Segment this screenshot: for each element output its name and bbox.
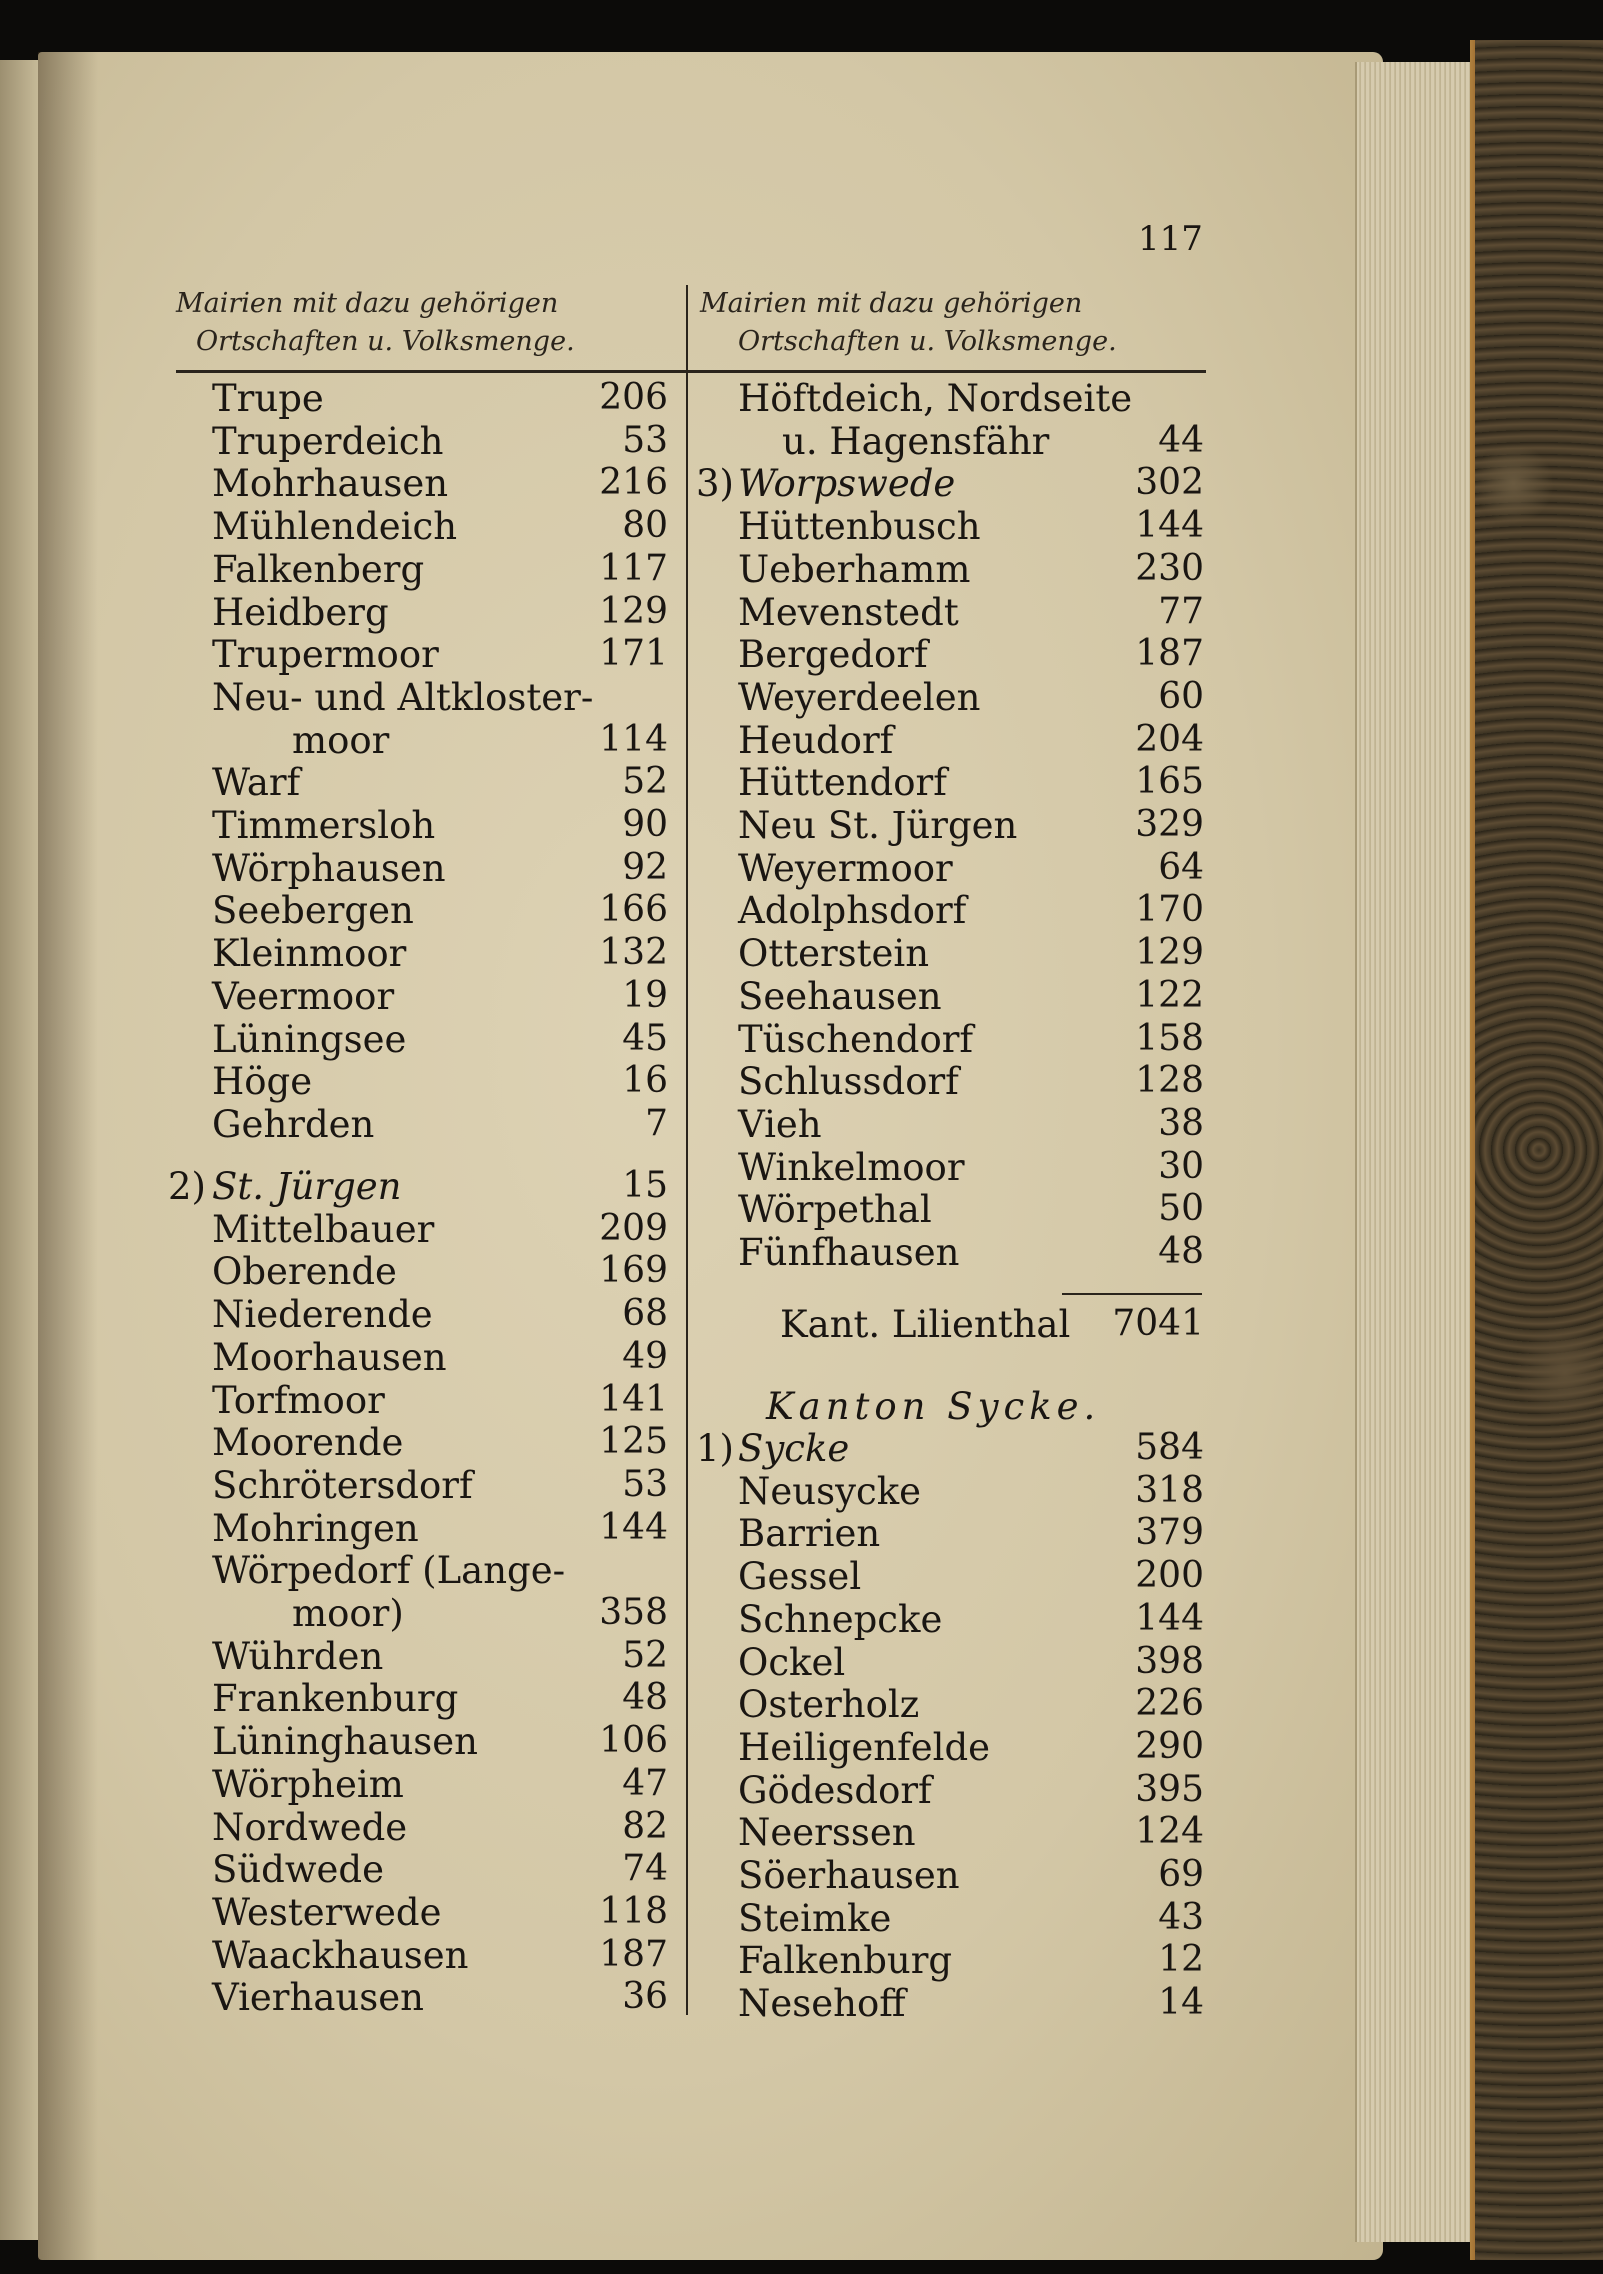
entry-value: 125 [599, 1421, 668, 1463]
entry-value: 117 [599, 547, 668, 589]
entry-value: 166 [599, 889, 668, 931]
entry-name: St. Jürgen [212, 1165, 402, 1208]
entry-name: u. Hagensfähr [782, 419, 1050, 463]
entry-name: Wührden [212, 1634, 384, 1678]
entry-value: 82 [622, 1805, 668, 1847]
entry-name: Neusycke [738, 1469, 922, 1513]
entry-value: 358 [599, 1592, 668, 1633]
entry-name: Seebergen [212, 889, 414, 933]
entry-value: 200 [1135, 1555, 1204, 1597]
entry-value: 16 [622, 1060, 668, 1102]
entry-value: 230 [1135, 547, 1204, 589]
entry-number: 2) [168, 1165, 206, 1208]
entry-name: Trupe [212, 377, 324, 420]
entry-value: 141 [599, 1378, 668, 1420]
left-header-line2: Ortschaften u. Volksmenge. [196, 326, 575, 357]
entry-value: 169 [599, 1250, 668, 1292]
header-rule [176, 370, 1206, 373]
entry-value: 329 [1135, 804, 1204, 845]
entry-name: Veermoor [212, 974, 395, 1018]
entry-name: Kleinmoor [212, 932, 407, 976]
entry-name: Adolphsdorf [738, 889, 967, 933]
entry-value: 118 [599, 1890, 668, 1932]
entry-name: Wörpethal [738, 1188, 932, 1232]
entry-value: 52 [622, 761, 668, 803]
entry-value: 7041 [1112, 1303, 1204, 1344]
left-header-line1: Mairien mit dazu gehörigen [176, 288, 559, 319]
entry-name: Hüttenbusch [738, 505, 981, 549]
entry-value: 45 [622, 1017, 668, 1059]
entry-name: Heudorf [738, 718, 894, 762]
page-gutter-shadow [38, 52, 98, 2260]
entry-name: Waackhausen [212, 1933, 469, 1977]
entry-name: Nordwede [212, 1805, 408, 1849]
column-divider [686, 285, 688, 2015]
entry-value: 171 [599, 633, 668, 675]
entry-name: Söerhausen [738, 1854, 960, 1897]
entry-name: Südwede [212, 1848, 385, 1892]
entry-name: Neu St. Jürgen [738, 804, 1018, 847]
entry-value: 48 [622, 1677, 668, 1719]
entry-name: Mohringen [212, 1506, 419, 1550]
entry-value: 14 [1158, 1982, 1204, 2024]
entry-name: Westerwede [212, 1890, 442, 1934]
entry-number: 3) [696, 462, 734, 506]
entry-name: Nesehoff [738, 1982, 906, 2026]
entry-name: Höftdeich, Nordseite [738, 377, 1133, 420]
entry-name: Torfmoor [212, 1378, 385, 1422]
entry-name: Kanton Sycke. [766, 1385, 1101, 1428]
entry-name: Frankenburg [212, 1677, 459, 1721]
entry-name: Weyermoor [738, 846, 953, 890]
entry-value: 49 [622, 1335, 668, 1377]
entry-value: 48 [1158, 1231, 1204, 1272]
entry-name: Seehausen [738, 974, 942, 1018]
entry-name: Schnepcke [738, 1597, 943, 1641]
entry-value: 50 [1158, 1188, 1204, 1230]
entry-name: Wörpedorf (Lange- [212, 1549, 566, 1593]
entry-value: 52 [622, 1634, 668, 1676]
entry-name: Warf [212, 761, 301, 805]
entry-name: Oberende [212, 1250, 397, 1294]
entry-value: 69 [1158, 1854, 1204, 1895]
entry-value: 90 [622, 804, 668, 845]
entry-value: 318 [1135, 1469, 1204, 1511]
entry-name: Schlussdorf [738, 1060, 959, 1104]
entry-value: 80 [622, 505, 668, 547]
entry-name: Winkelmoor [738, 1145, 965, 1189]
entry-value: 158 [1135, 1017, 1204, 1059]
entry-value: 12 [1158, 1939, 1204, 1981]
facing-page-edge [0, 60, 40, 2240]
entry-value: 77 [1158, 590, 1204, 632]
right-header-line2: Ortschaften u. Volksmenge. [738, 326, 1117, 357]
entry-value: 92 [622, 846, 668, 888]
entry-value: 226 [1135, 1683, 1204, 1725]
entry-value: 53 [622, 1463, 668, 1505]
entry-value: 53 [622, 419, 668, 461]
marbled-cover [1475, 40, 1603, 2260]
entry-name: Ueberhamm [738, 547, 971, 591]
entry-name: Lüningsee [212, 1017, 407, 1061]
entry-value: 60 [1158, 675, 1204, 717]
entry-name: Gödesdorf [738, 1768, 932, 1812]
entry-name: Mühlendeich [212, 505, 458, 549]
entry-name: Heidberg [212, 590, 389, 634]
entry-name: Worpswede [738, 462, 956, 506]
entry-value: 132 [599, 932, 668, 974]
entry-value: 43 [1158, 1896, 1204, 1938]
entry-value: 124 [1135, 1811, 1204, 1853]
entry-name: Neerssen [738, 1811, 916, 1855]
entry-value: 129 [599, 590, 668, 632]
entry-value: 106 [599, 1720, 668, 1762]
page-number: 117 [1138, 219, 1203, 259]
entry-value: 379 [1135, 1512, 1204, 1554]
entry-value: 290 [1135, 1725, 1204, 1767]
entry-name: Otterstein [738, 932, 930, 976]
entry-value: 19 [622, 974, 668, 1016]
entry-value: 128 [1135, 1060, 1204, 1102]
entry-value: 398 [1135, 1640, 1204, 1682]
entry-name: Barrien [738, 1512, 881, 1556]
entry-name: Moorhausen [212, 1335, 447, 1379]
entry-value: 7 [645, 1102, 668, 1144]
entry-name: Vieh [738, 1102, 822, 1146]
entry-value: 187 [1135, 633, 1204, 675]
entry-name: Gessel [738, 1555, 862, 1599]
entry-name: Niederende [212, 1293, 433, 1337]
entry-name: Truperdeich [212, 419, 444, 463]
entry-number: 1) [696, 1427, 734, 1470]
entry-name: Fünfhausen [738, 1231, 960, 1274]
entry-value: 15 [622, 1165, 668, 1206]
page-stack-edges [1355, 62, 1477, 2242]
entry-value: 129 [1135, 932, 1204, 974]
entry-name: Tüschendorf [738, 1017, 974, 1061]
entry-name: Neu- und Altkloster- [212, 675, 594, 719]
entry-value: 209 [599, 1207, 668, 1249]
entry-value: 74 [622, 1848, 668, 1890]
entry-name: Vierhausen [212, 1976, 424, 2020]
entry-value: 187 [599, 1933, 668, 1975]
entry-value: 584 [1135, 1427, 1204, 1468]
entry-value: 64 [1158, 846, 1204, 888]
subtotal-rule [1062, 1293, 1202, 1295]
entry-value: 47 [622, 1762, 668, 1804]
entry-value: 144 [1135, 1597, 1204, 1639]
entry-value: 206 [599, 377, 668, 418]
entry-name: Osterholz [738, 1683, 920, 1727]
entry-value: 216 [599, 462, 668, 504]
entry-name: Kant. Lilienthal [780, 1303, 1071, 1346]
entry-name: Bergedorf [738, 633, 928, 677]
entry-value: 36 [622, 1976, 668, 2018]
entry-value: 114 [599, 718, 668, 760]
entry-name: Ockel [738, 1640, 846, 1684]
entry-name: Timmersloh [212, 804, 436, 847]
entry-name: Wörpheim [212, 1762, 404, 1806]
entry-value: 170 [1135, 889, 1204, 931]
entry-name: Wörphausen [212, 846, 446, 890]
entry-name: Sycke [738, 1427, 850, 1470]
entry-name: Moorende [212, 1421, 404, 1465]
entry-value: 395 [1135, 1768, 1204, 1810]
entry-name: Mittelbauer [212, 1207, 435, 1251]
entry-value: 302 [1135, 462, 1204, 504]
entry-value: 144 [1135, 505, 1204, 547]
entry-value: 204 [1135, 718, 1204, 760]
entry-name: Mevenstedt [738, 590, 959, 634]
entry-value: 144 [599, 1506, 668, 1548]
entry-name: Falkenberg [212, 547, 425, 591]
entry-name: Trupermoor [212, 633, 439, 677]
entry-value: 30 [1158, 1145, 1204, 1187]
entry-name: Hüttendorf [738, 761, 947, 805]
entry-name: moor [292, 718, 390, 762]
entry-name: Weyerdeelen [738, 675, 981, 719]
entry-value: 165 [1135, 761, 1204, 803]
entry-name: Steimke [738, 1896, 892, 1940]
entry-name: Höge [212, 1060, 313, 1104]
entry-name: moor) [292, 1592, 404, 1635]
entry-name: Falkenburg [738, 1939, 953, 1983]
entry-value: 44 [1158, 419, 1204, 461]
right-header-line1: Mairien mit dazu gehörigen [700, 288, 1083, 319]
entry-name: Lüninghausen [212, 1720, 479, 1764]
entry-name: Heiligenfelde [738, 1725, 991, 1769]
entry-name: Mohrhausen [212, 462, 449, 506]
entry-value: 38 [1158, 1102, 1204, 1144]
entry-value: 68 [622, 1293, 668, 1335]
entry-value: 122 [1135, 974, 1204, 1016]
entry-name: Schrötersdorf [212, 1463, 473, 1507]
entry-name: Gehrden [212, 1102, 375, 1146]
